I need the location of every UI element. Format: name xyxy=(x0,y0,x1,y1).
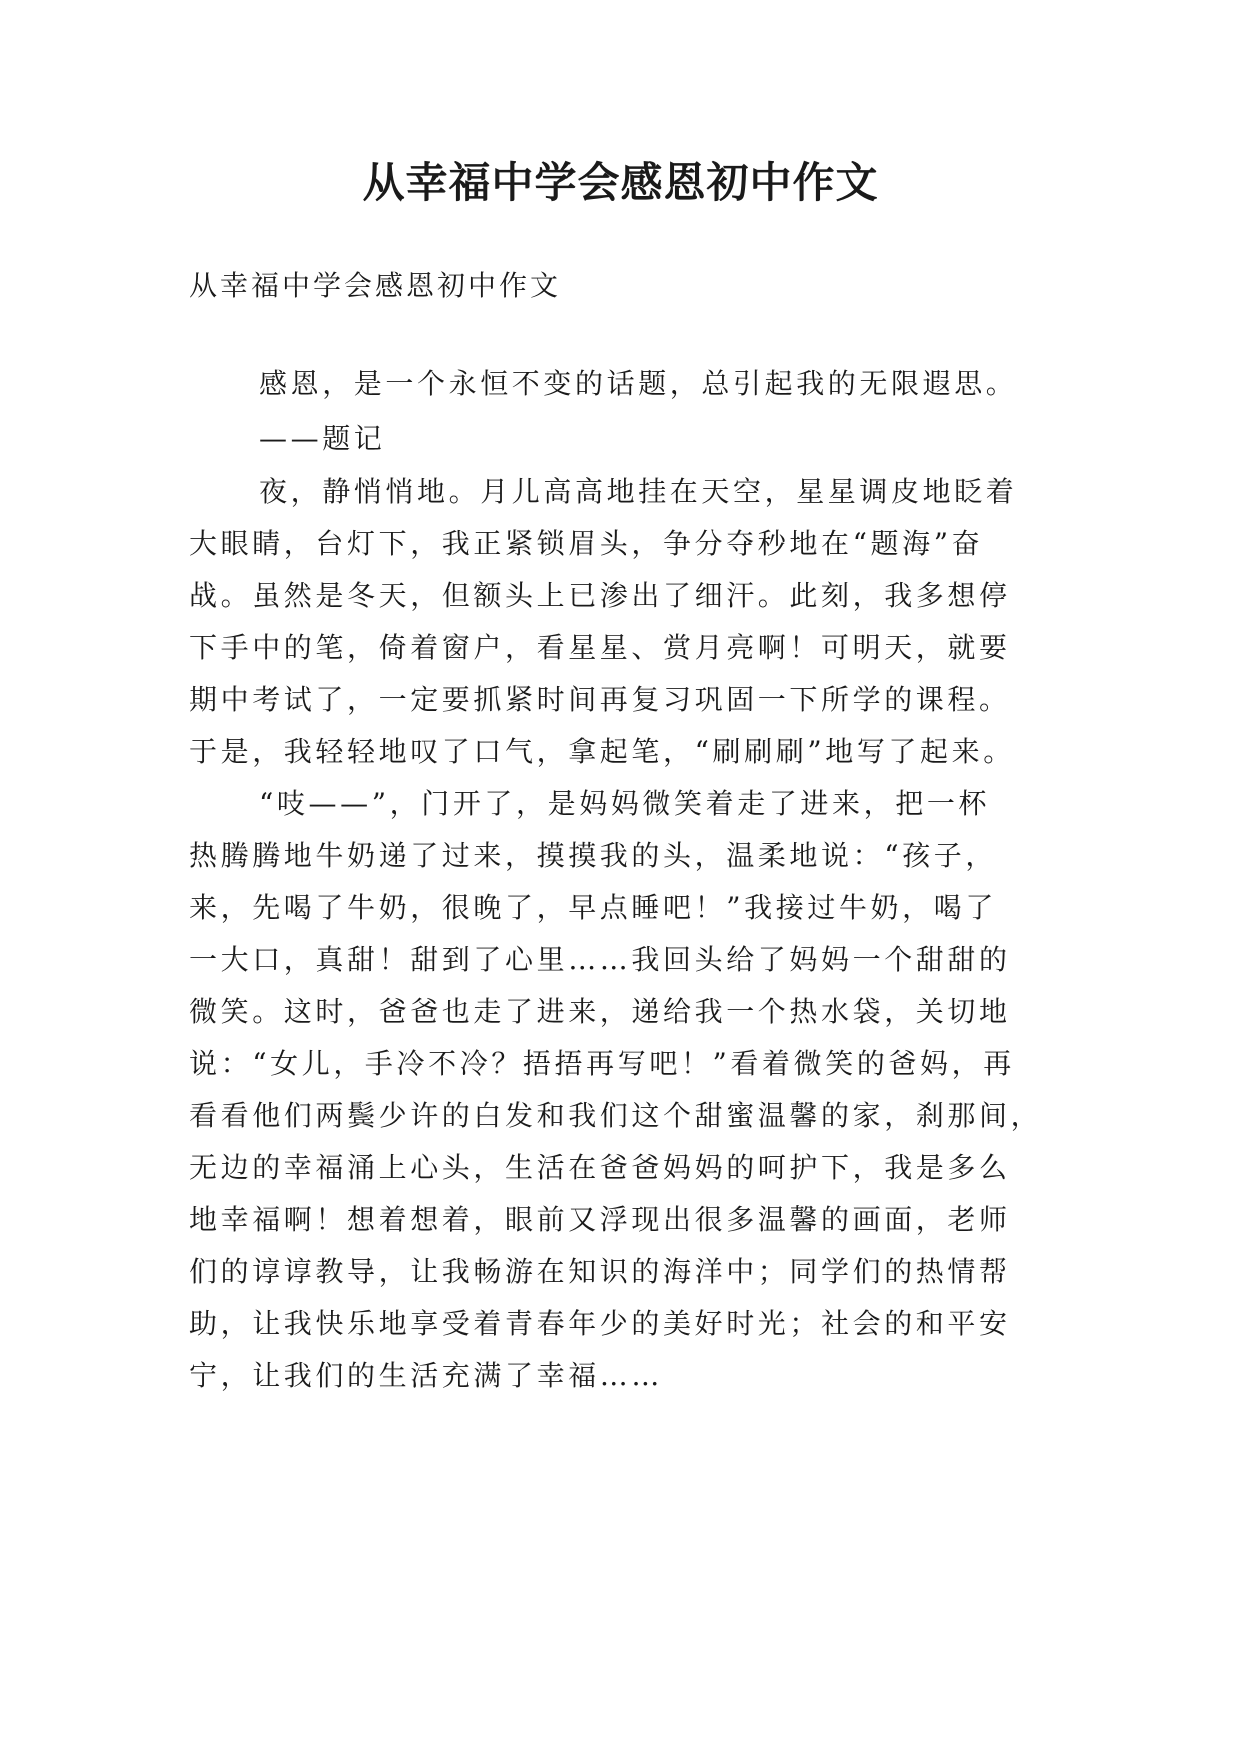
document-subtitle: 从幸福中学会感恩初中作文 xyxy=(189,269,562,302)
paragraph-line: 大眼睛，台灯下，我正紧锁眉头，争分夺秒地在“题海”奋 xyxy=(189,527,984,560)
paragraph-line: 夜，静悄悄地。月儿高高地挂在天空，星星调皮地眨着 xyxy=(259,475,1018,508)
epigraph-attribution: ——题记 xyxy=(259,422,386,455)
paragraph-line: 宁，让我们的生活充满了幸福…… xyxy=(189,1359,664,1392)
paragraph-line: 战。虽然是冬天，但额头上已渗出了细汗。此刻，我多想停 xyxy=(189,579,1011,612)
paragraph-line: 于是，我轻轻地叹了口气，拿起笔，“刷刷刷”地写了起来。 xyxy=(189,735,1015,768)
paragraph-line: 微笑。这时，爸爸也走了进来，递给我一个热水袋，关切地 xyxy=(189,995,1011,1028)
paragraph-line: 说：“女儿，手冷不冷？捂捂再写吧！”看着微笑的爸妈，再 xyxy=(189,1047,1015,1080)
paragraph-line: 看看他们两鬓少许的白发和我们这个甜蜜温馨的家，刹那间， xyxy=(189,1099,1043,1132)
epigraph-line: 感恩，是一个永恒不变的话题，总引起我的无限遐思。 xyxy=(259,367,1018,400)
paragraph-line: 下手中的笔，倚着窗户，看星星、赏月亮啊！可明天，就要 xyxy=(189,631,1011,664)
paragraph-line: 期中考试了，一定要抓紧时间再复习巩固一下所学的课程。 xyxy=(189,683,1011,716)
paragraph-line: 们的谆谆教导，让我畅游在知识的海洋中；同学们的热情帮 xyxy=(189,1255,1011,1288)
paragraph-line: 热腾腾地牛奶递了过来，摸摸我的头，温柔地说：“孩子， xyxy=(189,839,997,872)
paragraph-line: “吱——”，门开了，是妈妈微笑着走了进来，把一杯 xyxy=(259,787,991,820)
paragraph-line: 助，让我快乐地享受着青春年少的美好时光；社会的和平安 xyxy=(189,1307,1011,1340)
document-title: 从幸福中学会感恩初中作文 xyxy=(362,158,879,207)
paragraph-line: 地幸福啊！想着想着，眼前又浮现出很多温馨的画面，老师 xyxy=(189,1203,1011,1236)
paragraph-line: 一大口，真甜！甜到了心里……我回头给了妈妈一个甜甜的 xyxy=(189,943,1011,976)
paragraph-line: 来，先喝了牛奶，很晚了，早点睡吧！”我接过牛奶，喝了 xyxy=(189,891,997,924)
paragraph-line: 无边的幸福涌上心头，生活在爸爸妈妈的呵护下，我是多么 xyxy=(189,1151,1011,1184)
